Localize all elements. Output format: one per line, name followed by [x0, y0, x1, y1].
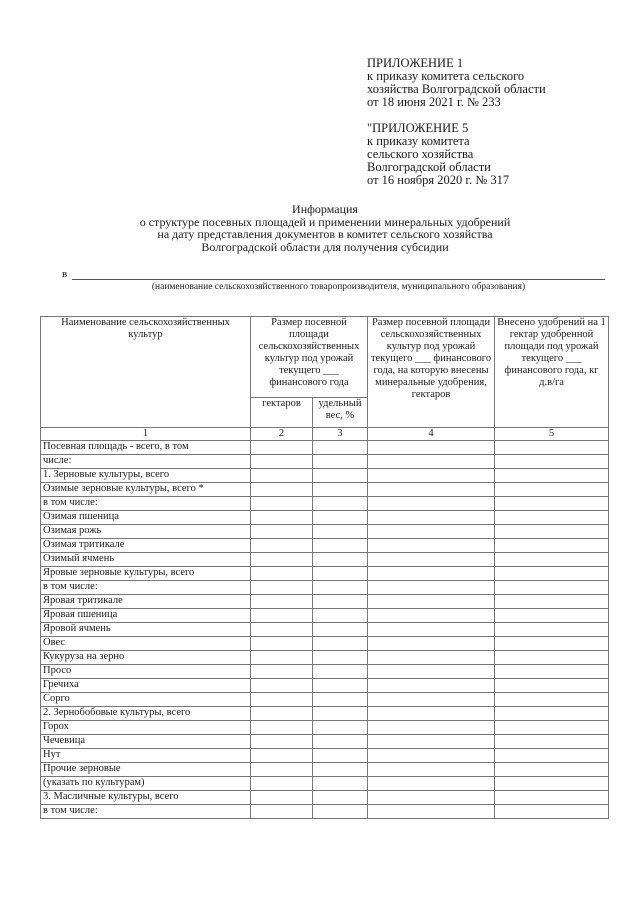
crop-label: Озимая пшеница [41, 511, 251, 525]
table-row [41, 539, 609, 553]
value-cell[interactable] [495, 665, 609, 679]
value-cell[interactable] [368, 665, 495, 679]
value-cell[interactable] [251, 469, 313, 483]
recipient-fill-line[interactable] [72, 279, 605, 280]
header-share-percent: удельный вес, % [313, 398, 368, 428]
value-cell[interactable] [368, 497, 495, 511]
value-cell[interactable] [368, 707, 495, 721]
table-row [41, 567, 609, 581]
crop-label: числе: [41, 455, 251, 469]
value-cell[interactable] [313, 525, 368, 539]
value-cell[interactable] [368, 805, 495, 819]
crop-label: (указать по культурам) [41, 777, 251, 791]
crop-label: Просо [41, 665, 251, 679]
value-cell[interactable] [495, 539, 609, 553]
table-row [41, 511, 609, 525]
crop-label: Озимый ячмень [41, 553, 251, 567]
column-number: 4 [368, 428, 495, 441]
value-cell[interactable] [251, 483, 313, 497]
value-cell[interactable] [251, 693, 313, 707]
crop-label: Горох [41, 721, 251, 735]
value-cell[interactable] [368, 539, 495, 553]
crop-label: Яровая пшеница [41, 609, 251, 623]
table-row [41, 581, 609, 595]
value-cell[interactable] [313, 637, 368, 651]
table-row [41, 679, 609, 693]
value-cell[interactable] [251, 511, 313, 525]
value-cell[interactable] [251, 651, 313, 665]
value-cell[interactable] [251, 637, 313, 651]
value-cell[interactable] [368, 483, 495, 497]
crop-label: Прочие зерновые [41, 763, 251, 777]
value-cell[interactable] [251, 595, 313, 609]
crop-label: в том числе: [41, 497, 251, 511]
crop-label: Озимая рожь [41, 525, 251, 539]
value-cell[interactable] [313, 721, 368, 735]
value-cell[interactable] [368, 735, 495, 749]
table-row [41, 651, 609, 665]
table-row [41, 609, 609, 623]
column-number: 1 [41, 428, 251, 441]
header-fertilizer-rate: Внесено удобрений на 1 гектар удобренной площади под урожай текущего ___ финансового года, кг д.в/га [495, 317, 609, 428]
value-cell[interactable] [313, 777, 368, 791]
value-cell[interactable] [368, 777, 495, 791]
crop-label: в том числе: [41, 805, 251, 819]
value-cell[interactable] [368, 581, 495, 595]
value-cell[interactable] [313, 595, 368, 609]
recipient-prefix: в [62, 268, 68, 280]
value-cell[interactable] [251, 777, 313, 791]
table-row [41, 525, 609, 539]
value-cell[interactable] [495, 693, 609, 707]
value-cell[interactable] [251, 609, 313, 623]
value-cell[interactable] [313, 455, 368, 469]
value-cell[interactable] [251, 805, 313, 819]
table-row [41, 693, 609, 707]
value-cell[interactable] [251, 721, 313, 735]
value-cell[interactable] [495, 777, 609, 791]
value-cell[interactable] [368, 721, 495, 735]
value-cell[interactable] [313, 609, 368, 623]
crop-label: Озимая тритикале [41, 539, 251, 553]
value-cell[interactable] [313, 735, 368, 749]
value-cell[interactable] [251, 791, 313, 805]
header-crop-name: Наименование сельскохозяйственных культур [41, 317, 251, 428]
value-cell[interactable] [251, 497, 313, 511]
crop-label: Посевная площадь - всего, в том [41, 441, 251, 455]
value-cell[interactable] [313, 665, 368, 679]
value-cell[interactable] [313, 553, 368, 567]
header-fertilized-area: Размер посевной площади сельскохозяйственных культур под урожай текущего ___ финансового года, на которую внесены минеральные удобрения, гектаров [368, 317, 495, 428]
annex-5-line: Волгоградской области [367, 160, 491, 174]
value-cell[interactable] [251, 749, 313, 763]
value-cell[interactable] [495, 483, 609, 497]
value-cell[interactable] [313, 567, 368, 581]
value-cell[interactable] [495, 581, 609, 595]
value-cell[interactable] [495, 637, 609, 651]
value-cell[interactable] [368, 749, 495, 763]
value-cell[interactable] [368, 637, 495, 651]
value-cell[interactable] [313, 511, 368, 525]
value-cell[interactable] [368, 595, 495, 609]
value-cell[interactable] [495, 679, 609, 693]
value-cell[interactable] [368, 525, 495, 539]
crop-label: 3. Масличные культуры, всего [41, 791, 251, 805]
value-cell[interactable] [251, 665, 313, 679]
crop-label: в том числе: [41, 581, 251, 595]
value-cell[interactable] [495, 595, 609, 609]
crop-label: 1. Зерновые культуры, всего [41, 469, 251, 483]
table-row [41, 763, 609, 777]
crop-label: Овес [41, 637, 251, 651]
table-row [41, 553, 609, 567]
value-cell[interactable] [313, 693, 368, 707]
value-cell[interactable] [495, 567, 609, 581]
value-cell[interactable] [251, 763, 313, 777]
value-cell[interactable] [313, 805, 368, 819]
annex-5-line: к приказу комитета [367, 134, 470, 148]
title-line: Волгоградской области для получения субсидии [201, 239, 449, 254]
value-cell[interactable] [251, 623, 313, 637]
crop-label: Яровая тритикале [41, 595, 251, 609]
value-cell[interactable] [251, 567, 313, 581]
title-line: на дату представления документов в комитет сельского хозяйства [157, 227, 493, 241]
table-row [41, 595, 609, 609]
value-cell[interactable] [313, 441, 368, 455]
value-cell[interactable] [495, 721, 609, 735]
crop-label: Чечевица [41, 735, 251, 749]
value-cell[interactable] [495, 497, 609, 511]
annex-1-header [367, 57, 546, 109]
document-title [90, 203, 560, 253]
title-line: Информация [292, 202, 358, 216]
value-cell[interactable] [368, 763, 495, 777]
crop-label: 2. Зернобобовые культуры, всего [41, 707, 251, 721]
value-cell[interactable] [251, 581, 313, 595]
annex-1-title: ПРИЛОЖЕНИЕ 1 [367, 56, 464, 70]
value-cell[interactable] [313, 791, 368, 805]
value-cell[interactable] [251, 455, 313, 469]
value-cell[interactable] [495, 455, 609, 469]
table-row [41, 777, 609, 791]
value-cell[interactable] [313, 497, 368, 511]
value-cell[interactable] [368, 567, 495, 581]
value-cell[interactable] [313, 469, 368, 483]
value-cell[interactable] [368, 651, 495, 665]
crop-label: Нут [41, 749, 251, 763]
value-cell[interactable] [495, 651, 609, 665]
table-row [41, 791, 609, 805]
crop-label: Сорго [41, 693, 251, 707]
value-cell[interactable] [251, 735, 313, 749]
table-row [41, 805, 609, 819]
value-cell[interactable] [495, 763, 609, 777]
value-cell[interactable] [251, 441, 313, 455]
value-cell[interactable] [495, 735, 609, 749]
value-cell[interactable] [495, 553, 609, 567]
value-cell[interactable] [368, 553, 495, 567]
value-cell[interactable] [368, 791, 495, 805]
title-line: о структуре посевных площадей и применении минеральных удобрений [139, 214, 511, 229]
table-row [41, 665, 609, 679]
value-cell[interactable] [368, 623, 495, 637]
recipient-caption: (наименование сельскохозяйственного товаропроизводителя, муниципального образования) [151, 282, 526, 292]
annex-5-header [367, 122, 509, 187]
crop-label: Яровой ячмень [41, 623, 251, 637]
table-row [41, 735, 609, 749]
value-cell[interactable] [495, 511, 609, 525]
value-cell[interactable] [251, 679, 313, 693]
value-cell[interactable] [495, 525, 609, 539]
crop-structure-table [40, 316, 609, 819]
value-cell[interactable] [313, 707, 368, 721]
crop-label: Яровые зерновые культуры, всего [41, 567, 251, 581]
annex-5-line: сельского хозяйства [367, 147, 474, 161]
table-row [41, 455, 609, 469]
value-cell[interactable] [313, 651, 368, 665]
value-cell[interactable] [368, 455, 495, 469]
value-cell[interactable] [495, 609, 609, 623]
value-cell[interactable] [368, 469, 495, 483]
header-hectares: гектаров [251, 398, 313, 428]
value-cell[interactable] [313, 581, 368, 595]
value-cell[interactable] [251, 553, 313, 567]
column-number: 5 [495, 428, 609, 441]
value-cell[interactable] [368, 609, 495, 623]
annex-1-line: хозяйства Волгоградской области [367, 82, 546, 96]
column-number: 2 [251, 428, 313, 441]
table-row [41, 441, 609, 455]
table-row [41, 483, 609, 497]
value-cell[interactable] [251, 707, 313, 721]
table-row [41, 707, 609, 721]
annex-5-title: "ПРИЛОЖЕНИЕ 5 [367, 121, 469, 135]
value-cell[interactable] [495, 707, 609, 721]
crop-label: Гречиха [41, 679, 251, 693]
value-cell[interactable] [495, 623, 609, 637]
value-cell[interactable] [313, 623, 368, 637]
value-cell[interactable] [368, 441, 495, 455]
value-cell[interactable] [368, 679, 495, 693]
column-number: 3 [313, 428, 368, 441]
value-cell[interactable] [313, 763, 368, 777]
crop-label: Озимые зерновые культуры, всего * [41, 483, 251, 497]
table-row [41, 749, 609, 763]
header-sown-area: Размер посевной площади сельскохозяйственных культур под урожай текущего ___ финансового года [251, 317, 368, 398]
value-cell[interactable] [495, 749, 609, 763]
value-cell[interactable] [313, 483, 368, 497]
value-cell[interactable] [495, 469, 609, 483]
value-cell[interactable] [251, 525, 313, 539]
annex-5-date: от 16 ноября 2020 г. № 317 [367, 173, 510, 187]
table-row [41, 637, 609, 651]
value-cell[interactable] [368, 511, 495, 525]
value-cell[interactable] [313, 539, 368, 553]
table-row [41, 469, 609, 483]
value-cell[interactable] [495, 791, 609, 805]
annex-1-date: от 18 июня 2021 г. № 233 [367, 95, 501, 109]
table-row [41, 497, 609, 511]
table-row [41, 721, 609, 735]
value-cell[interactable] [313, 679, 368, 693]
value-cell[interactable] [368, 693, 495, 707]
value-cell[interactable] [495, 805, 609, 819]
table-row [41, 623, 609, 637]
value-cell[interactable] [495, 441, 609, 455]
value-cell[interactable] [251, 539, 313, 553]
value-cell[interactable] [313, 749, 368, 763]
annex-1-line: к приказу комитета сельского [367, 69, 525, 83]
crop-label: Кукуруза на зерно [41, 651, 251, 665]
